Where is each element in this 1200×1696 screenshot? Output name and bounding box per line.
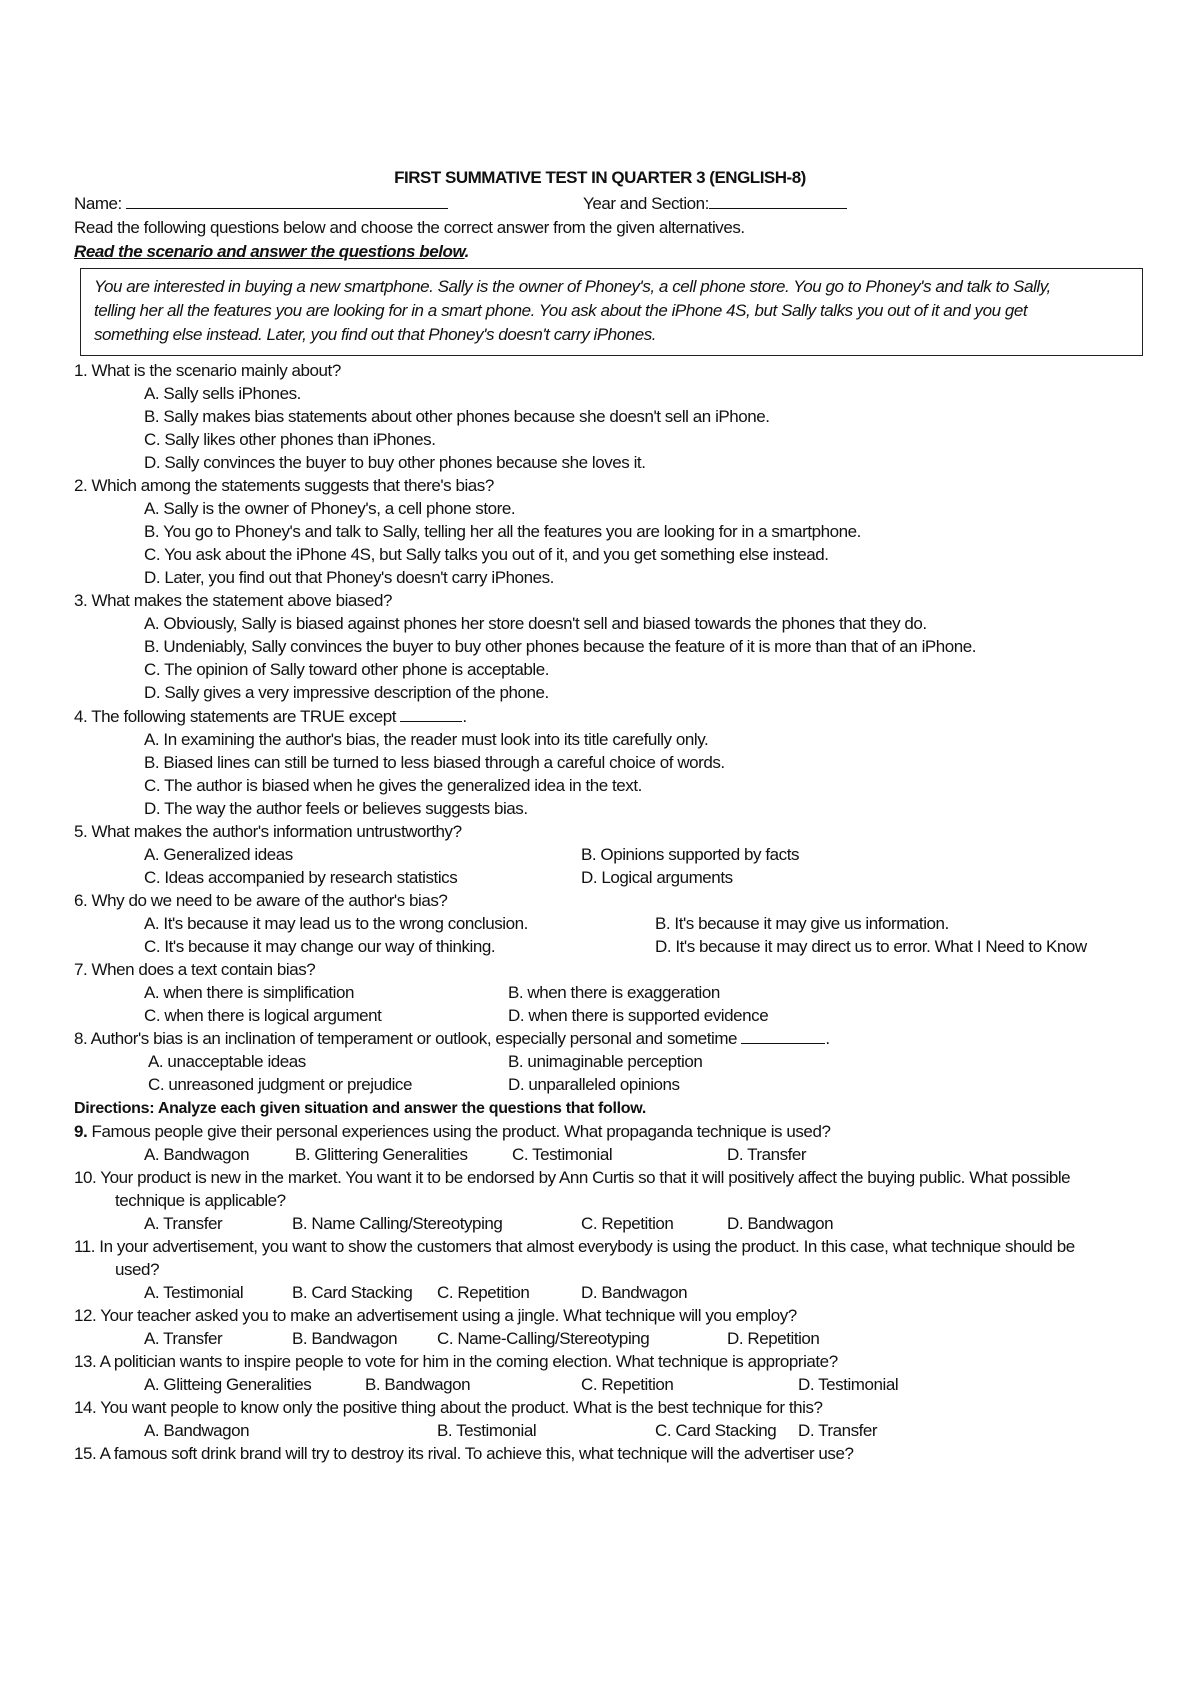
question-4-stem-text: 4. The following statements are TRUE except	[74, 707, 397, 726]
question-3-stem: 3. What makes the statement above biased?	[74, 591, 392, 610]
question-10-option-c[interactable]: C. Repetition	[581, 1214, 674, 1233]
question-3-option-c[interactable]: C. The opinion of Sally toward other phone is acceptable.	[144, 660, 549, 679]
question-5-option-c[interactable]: C. Ideas accompanied by research statistics	[144, 868, 458, 887]
year-section-line	[583, 192, 847, 215]
name-label: Name:	[74, 194, 122, 213]
question-11-stem-line-1: 11. In your advertisement, you want to show the customers that almost everybody is using the product. In this case, what technique should be	[74, 1237, 1075, 1256]
question-5-option-a[interactable]: A. Generalized ideas	[144, 845, 293, 864]
question-3-option-a[interactable]: A. Obviously, Sally is biased against phones her store doesn't sell and biased towards the phones that they do.	[144, 614, 927, 633]
question-9-number: 9.	[74, 1122, 88, 1141]
question-4-option-a[interactable]: A. In examining the author's bias, the reader must look into its title carefully only.	[144, 730, 709, 749]
scenario-line-1: You are interested in buying a new smartphone. Sally is the owner of Phoney's, a cell phone store. You go to Phoney's and talk to Sally,	[94, 277, 1051, 296]
question-6-option-c[interactable]: C. It's because it may change our way of thinking.	[144, 937, 496, 956]
question-4-option-d[interactable]: D. The way the author feels or believes suggests bias.	[144, 799, 528, 818]
question-1-option-c[interactable]: C. Sally likes other phones than iPhones.	[144, 430, 436, 449]
question-11-option-d[interactable]: D. Bandwagon	[581, 1283, 688, 1302]
question-5-option-b[interactable]: B. Opinions supported by facts	[581, 845, 800, 864]
question-11-option-b[interactable]: B. Card Stacking	[292, 1283, 413, 1302]
question-2-stem: 2. Which among the statements suggests that there's bias?	[74, 476, 494, 495]
question-10-option-b[interactable]: B. Name Calling/Stereotyping	[292, 1214, 503, 1233]
question-12-option-c[interactable]: C. Name-Calling/Stereotyping	[437, 1329, 650, 1348]
scenario-heading	[74, 240, 469, 263]
question-4-blank	[400, 705, 462, 722]
question-13-option-c[interactable]: C. Repetition	[581, 1375, 674, 1394]
question-1-option-a[interactable]: A. Sally sells iPhones.	[144, 384, 301, 403]
year-section-blank[interactable]	[709, 192, 847, 209]
question-13-stem: 13. A politician wants to inspire people to vote for him in the coming election. What technique is appropriate?	[74, 1352, 838, 1371]
question-1-stem: 1. What is the scenario mainly about?	[74, 361, 341, 380]
question-14-option-b[interactable]: B. Testimonial	[437, 1421, 537, 1440]
question-10-option-a[interactable]: A. Transfer	[144, 1214, 223, 1233]
question-6-option-d[interactable]: D. It's because it may direct us to error. What I Need to Know	[655, 937, 1087, 956]
question-2-option-c[interactable]: C. You ask about the iPhone 4S, but Sally talks you out of it, and you get something else instead.	[144, 545, 829, 564]
question-7-option-c[interactable]: C. when there is logical argument	[144, 1006, 382, 1025]
question-11-option-a[interactable]: A. Testimonial	[144, 1283, 244, 1302]
question-11-option-c[interactable]: C. Repetition	[437, 1283, 530, 1302]
question-12-option-b[interactable]: B. Bandwagon	[292, 1329, 398, 1348]
scenario-heading-end: .	[464, 242, 469, 261]
directions: Directions: Analyze each given situation and answer the questions that follow.	[74, 1100, 646, 1117]
question-6-stem: 6. Why do we need to be aware of the author's bias?	[74, 891, 448, 910]
question-9-stem	[74, 1120, 830, 1143]
question-8-option-a[interactable]: A. unacceptable ideas	[148, 1052, 306, 1071]
question-2-option-b[interactable]: B. You go to Phoney's and talk to Sally, telling her all the features you are looking for in a smartphone.	[144, 522, 861, 541]
year-section-label: Year and Section:	[583, 194, 709, 213]
question-5-stem: 5. What makes the author's information untrustworthy?	[74, 822, 462, 841]
question-7-stem: 7. When does a text contain bias?	[74, 960, 316, 979]
question-13-option-b[interactable]: B. Bandwagon	[365, 1375, 471, 1394]
question-14-stem: 14. You want people to know only the positive thing about the product. What is the best technique for this?	[74, 1398, 823, 1417]
question-15-stem: 15. A famous soft drink brand will try to destroy its rival. To achieve this, what technique will the advertiser use?	[74, 1444, 854, 1463]
question-8-option-b[interactable]: B. unimaginable perception	[508, 1052, 703, 1071]
question-8-blank	[741, 1027, 825, 1044]
question-6-option-a[interactable]: A. It's because it may lead us to the wrong conclusion.	[144, 914, 528, 933]
question-4-option-b[interactable]: B. Biased lines can still be turned to less biased through a careful choice of words.	[144, 753, 725, 772]
question-8-option-c[interactable]: C. unreasoned judgment or prejudice	[148, 1075, 412, 1094]
question-8-stem-end: .	[825, 1029, 830, 1048]
question-3-option-b[interactable]: B. Undeniably, Sally convinces the buyer to buy other phones because the feature of it is more than that of an iPhone.	[144, 637, 977, 656]
question-1-option-b[interactable]: B. Sally makes bias statements about other phones because she doesn't sell an iPhone.	[144, 407, 770, 426]
question-10-option-d[interactable]: D. Bandwagon	[727, 1214, 834, 1233]
question-9-option-b[interactable]: B. Glittering Generalities	[295, 1145, 468, 1164]
question-2-option-d[interactable]: D. Later, you find out that Phoney's doesn't carry iPhones.	[144, 568, 554, 587]
question-2-option-a[interactable]: A. Sally is the owner of Phoney's, a cell phone store.	[144, 499, 516, 518]
name-line	[74, 192, 448, 215]
question-5-option-d[interactable]: D. Logical arguments	[581, 868, 733, 887]
scenario-line-2: telling her all the features you are looking for in a smart phone. You ask about the iPhone 4S, but Sally talks you out of it and you get	[94, 301, 1028, 320]
question-14-option-d[interactable]: D. Transfer	[798, 1421, 878, 1440]
question-11-stem-line-2: used?	[115, 1260, 160, 1279]
question-14-option-a[interactable]: A. Bandwagon	[144, 1421, 250, 1440]
scenario-heading-text: Read the scenario and answer the questions below	[74, 242, 465, 261]
question-10-stem-line-1: 10. Your product is new in the market. You want it to be endorsed by Ann Curtis so that it will positively affect the buying public. What possible	[74, 1168, 1071, 1187]
question-7-option-d[interactable]: D. when there is supported evidence	[508, 1006, 769, 1025]
instruction: Read the following questions below and choose the correct answer from the given alternatives.	[74, 218, 745, 237]
question-10-stem-line-2: technique is applicable?	[115, 1191, 286, 1210]
question-9-option-c[interactable]: C. Testimonial	[512, 1145, 613, 1164]
scenario-line-3: something else instead. Later, you find out that Phoney's doesn't carry iPhones.	[94, 325, 657, 344]
question-8-stem-text: 8. Author's bias is an inclination of temperament or outlook, especially personal and sometime	[74, 1029, 738, 1048]
question-14-option-c[interactable]: C. Card Stacking	[655, 1421, 777, 1440]
question-12-stem: 12. Your teacher asked you to make an advertisement using a jingle. What technique will you employ?	[74, 1306, 797, 1325]
question-6-option-b[interactable]: B. It's because it may give us information.	[655, 914, 949, 933]
page-title: FIRST SUMMATIVE TEST IN QUARTER 3 (ENGLISH-8)	[394, 168, 806, 187]
question-13-option-a[interactable]: A. Glitteing Generalities	[144, 1375, 312, 1394]
question-4-stem-end: .	[462, 707, 467, 726]
question-4-option-c[interactable]: C. The author is biased when he gives the generalized idea in the text.	[144, 776, 642, 795]
question-8-option-d[interactable]: D. unparalleled opinions	[508, 1075, 680, 1094]
question-12-option-d[interactable]: D. Repetition	[727, 1329, 820, 1348]
question-9-stem-text: Famous people give their personal experiences using the product. What propaganda technique is used?	[87, 1122, 831, 1141]
question-1-option-d[interactable]: D. Sally convinces the buyer to buy other phones because she loves it.	[144, 453, 646, 472]
question-9-option-d[interactable]: D. Transfer	[727, 1145, 807, 1164]
question-4-stem	[74, 705, 467, 728]
question-7-option-b[interactable]: B. when there is exaggeration	[508, 983, 720, 1002]
question-7-option-a[interactable]: A. when there is simplification	[144, 983, 354, 1002]
name-blank[interactable]	[126, 192, 448, 209]
question-13-option-d[interactable]: D. Testimonial	[798, 1375, 899, 1394]
question-8-stem	[74, 1027, 830, 1050]
question-3-option-d[interactable]: D. Sally gives a very impressive description of the phone.	[144, 683, 549, 702]
question-12-option-a[interactable]: A. Transfer	[144, 1329, 223, 1348]
question-9-option-a[interactable]: A. Bandwagon	[144, 1145, 250, 1164]
